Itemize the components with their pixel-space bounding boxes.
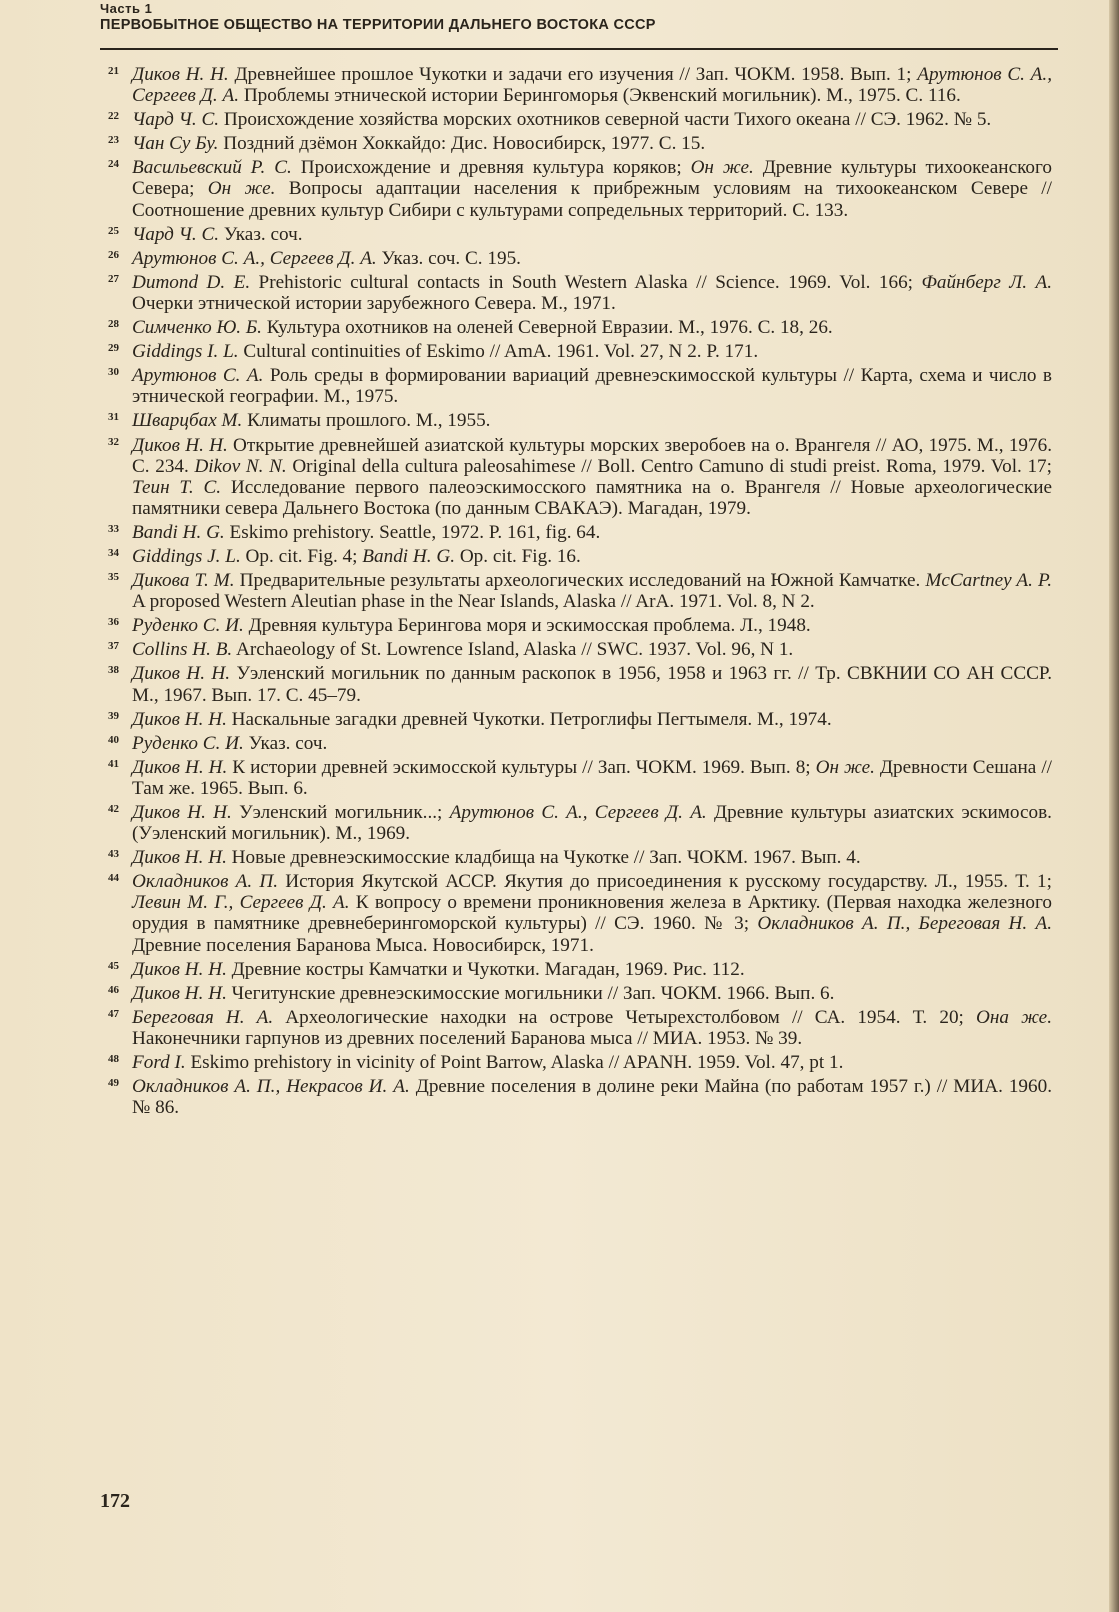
footnote-number: 34 xyxy=(108,546,119,559)
footnote-number: 35 xyxy=(108,571,119,584)
footnote-number: 40 xyxy=(108,733,119,746)
header-rule xyxy=(100,48,1058,50)
footnote-text: Древние поселения в долине реки Майна (по работам 1957 г.) // МИА. 1960. № 86. xyxy=(132,1076,1052,1119)
footnote-number: 43 xyxy=(108,848,119,861)
footnote-26 xyxy=(100,248,1052,269)
footnote-text: Op. cit. Fig. 16. xyxy=(455,545,581,567)
footnote-34 xyxy=(100,546,1052,567)
footnote-text: Древнейшее прошлое Чукотки и задачи его изучения // Зап. ЧОКМ. 1958. Вып. 1; xyxy=(228,64,918,85)
footnote-text: Вопросы адаптации населения к прибрежным условиям на тихоокеанском Севере // Соотношение древних культур Сибири с культурами сопредельных территорий. С. 133. xyxy=(132,178,1052,221)
footnote-text: К вопросу о времени проникновения железа в Арктику. (Первая находка железного орудия в памятнике древнеберингоморской культуры) // СЭ. 1960. № 3; xyxy=(132,892,1052,935)
footnote-27 xyxy=(100,272,1052,314)
footnotes-list xyxy=(100,64,1052,1121)
footnote-text: Древние костры Камчатки и Чукотки. Магадан, 1969. Рис. 112. xyxy=(226,958,745,980)
footnote-author: Шварцбах М. xyxy=(132,410,243,432)
footnote-text: Древние поселения Баранова Мыса. Новосибирск, 1971. xyxy=(132,934,594,956)
footnote-number: 23 xyxy=(108,134,119,147)
footnote-21 xyxy=(100,64,1052,106)
footnote-36 xyxy=(100,615,1052,636)
footnote-author: Дикова Т. М. xyxy=(132,570,235,592)
footnote-author: Диков Н. Н. xyxy=(132,982,227,1004)
footnote-author: Диков Н. Н. xyxy=(132,756,228,778)
footnote-author: Чард Ч. С. xyxy=(132,109,220,131)
footnote-41 xyxy=(100,757,1052,799)
footnote-46 xyxy=(100,983,1052,1004)
footnote-number: 31 xyxy=(108,411,119,424)
footnote-author: Диков Н. Н. xyxy=(132,64,229,85)
footnote-author: Bandi H. G. xyxy=(362,545,456,567)
footnote-text: Очерки этнической истории зарубежного Севера. М., 1971. xyxy=(132,292,616,314)
footnote-number: 27 xyxy=(108,272,119,285)
footnote-28 xyxy=(100,317,1052,338)
footnote-author: Диков Н. Н. xyxy=(132,802,232,823)
footnote-number: 21 xyxy=(108,65,119,77)
footnote-22 xyxy=(100,109,1052,130)
footnote-author: Симченко Ю. Б. xyxy=(132,317,262,339)
footnote-author: Арутюнов С. А., Сергеев Д. А. xyxy=(132,247,377,269)
footnote-text: Указ. соч. С. 195. xyxy=(376,247,521,269)
footnote-49 xyxy=(100,1076,1052,1118)
footnote-author: Диков Н. Н. xyxy=(132,708,227,730)
footnote-35 xyxy=(100,570,1052,612)
footnote-number: 30 xyxy=(108,366,119,379)
footnote-text: Новые древнеэскимосские кладбища на Чукотке // Зап. ЧОКМ. 1967. Вып. 4. xyxy=(226,847,861,869)
footnote-author: McCartney A. P. xyxy=(925,570,1052,592)
footnote-24 xyxy=(100,157,1052,220)
footnote-author: Васильевский Р. С. xyxy=(132,157,292,179)
footnote-author: Она же. xyxy=(976,1006,1052,1028)
footnote-author: Диков Н. Н. xyxy=(132,434,228,456)
footnote-author: Арутюнов С. А., Сергеев Д. А. xyxy=(449,802,707,823)
footnote-text: Проблемы этнической истории Берингоморья (Эквенский могильник). М., 1975. С. 116. xyxy=(239,85,961,107)
footnote-text: Original della cultura paleosahimese // Boll. Centro Camuno di studi preist. Roma, 1979. Vol. 17; xyxy=(286,455,1052,477)
footnote-45 xyxy=(100,959,1052,980)
footnote-text: Древние культуры тихоокеанского Севера; xyxy=(132,157,1053,200)
footnote-author: Окладников А. П. xyxy=(132,871,279,893)
footnote-25 xyxy=(100,224,1052,245)
footnote-text: Происхождение и древняя культура коряков; xyxy=(291,157,691,179)
footnote-author: Dumond D. E. xyxy=(132,271,251,293)
footnote-author: Левин М. Г., Сергеев Д. А. xyxy=(132,892,350,914)
footnote-author: Теин Т. С. xyxy=(132,476,222,498)
footnote-author: Giddings I. L. xyxy=(132,341,239,363)
running-title: ПЕРВОБЫТНОЕ ОБЩЕСТВО НА ТЕРРИТОРИИ ДАЛЬНЕГО ВОСТОКА СССР xyxy=(100,17,656,33)
footnote-text: Указ. соч. xyxy=(243,732,328,754)
footnote-number: 48 xyxy=(108,1053,119,1066)
footnote-text: Указ. соч. xyxy=(219,223,303,245)
footnote-author: Файнберг Л. А. xyxy=(921,271,1052,293)
footnote-number: 39 xyxy=(108,709,119,722)
footnote-author: Диков Н. Н. xyxy=(132,958,227,980)
footnote-number: 24 xyxy=(108,158,119,171)
footnote-23 xyxy=(100,133,1052,154)
footnote-text: Наконечники гарпунов из древних поселений Баранова мыса // МИА. 1953. № 39. xyxy=(132,1027,803,1049)
footnote-number: 47 xyxy=(108,1007,119,1020)
footnote-number: 22 xyxy=(108,110,119,123)
footnote-author: Окладников А. П., Некрасов И. А. xyxy=(132,1076,410,1098)
footnote-number: 41 xyxy=(108,757,119,770)
footnote-number: 49 xyxy=(108,1077,119,1090)
footnote-author: Collins H. B. xyxy=(132,639,233,661)
footnote-38 xyxy=(100,663,1052,705)
footnote-number: 46 xyxy=(108,983,119,996)
footnote-number: 36 xyxy=(108,616,119,629)
book-spine-shadow xyxy=(1109,0,1119,1612)
footnote-text: Предварительные результаты археологических исследований на Южной Камчатке. xyxy=(234,570,926,592)
footnote-text: A proposed Western Aleutian phase in the Near Islands, Alaska // ArA. 1971. Vol. 8, N 2. xyxy=(132,591,815,613)
footnote-number: 37 xyxy=(108,640,119,653)
footnote-text: Наскальные загадки древней Чукотки. Петроглифы Пегтымеля. М., 1974. xyxy=(226,708,832,730)
footnote-text: К истории древней эскимосской культуры // Зап. ЧОКМ. 1969. Вып. 8; xyxy=(227,756,816,778)
footnote-text: Cultural continuities of Eskimo // AmA. 1961. Vol. 27, N 2. P. 171. xyxy=(238,341,759,363)
footnote-text: Древности Сешана // Там же. 1965. Вып. 6. xyxy=(132,756,1052,799)
footnote-text: Op. cit. Fig. 4; xyxy=(240,545,363,567)
footnote-47 xyxy=(100,1007,1052,1049)
footnote-author: Окладников А. П., Береговая Н. А. xyxy=(757,913,1052,935)
footnote-43 xyxy=(100,847,1052,868)
footnote-author: Береговая Н. А. xyxy=(132,1006,274,1028)
footnote-author: Диков Н. Н. xyxy=(132,847,227,869)
footnote-author: Bandi H. G. xyxy=(132,521,225,543)
footnote-text: Чегитунские древнеэскимосские могильники // Зап. ЧОКМ. 1966. Вып. 6. xyxy=(226,982,835,1004)
footnote-author: Руденко С. И. xyxy=(132,615,244,637)
part-label: Часть 1 xyxy=(100,1,153,16)
footnote-author: Чард Ч. С. xyxy=(132,223,220,245)
footnote-text: Древние культуры азиатских эскимосов. (Уэленский могильник). М., 1969. xyxy=(132,802,1052,845)
footnote-number: 44 xyxy=(108,872,119,885)
footnote-author: Dikov N. N. xyxy=(194,455,287,477)
footnote-text: Древняя культура Берингова моря и эскимосская проблема. Л., 1948. xyxy=(243,615,811,637)
footnote-text: Уэленский могильник по данным раскопок в 1956, 1958 и 1963 гг. // Тр. СВКНИИ СО АН СССР. М., 1967. Вып. 17. С. 45–79. xyxy=(132,663,1053,706)
footnote-author: Руденко С. И. xyxy=(132,732,244,754)
footnote-text: Археологические находки на острове Четырехстолбовом // СА. 1954. Т. 20; xyxy=(273,1006,976,1028)
footnote-text: Открытие древнейшей азиатской культуры морских зверобоев на о. Врангеля // АО, 1975. М., 1976. С. 234. xyxy=(132,434,1053,477)
footnote-author: Чан Су Бу. xyxy=(132,133,219,155)
footnote-37 xyxy=(100,639,1052,660)
footnote-author: Диков Н. Н. xyxy=(132,663,231,685)
running-header xyxy=(100,2,1058,34)
footnote-text: Archaeology of St. Lowrence Island, Alaska // SWC. 1937. Vol. 96, N 1. xyxy=(232,639,794,661)
footnote-number: 26 xyxy=(108,248,119,261)
footnote-text: Prehistoric cultural contacts in South Western Alaska // Science. 1969. Vol. 166; xyxy=(250,271,922,293)
footnote-number: 28 xyxy=(108,318,119,331)
footnote-number: 32 xyxy=(108,435,119,448)
footnote-text: Климаты прошлого. М., 1955. xyxy=(242,410,491,432)
page-number: 172 xyxy=(100,1490,130,1512)
footnote-48 xyxy=(100,1052,1052,1073)
footnote-29 xyxy=(100,341,1052,362)
footnote-text: Культура охотников на оленей Северной Евразии. М., 1976. С. 18, 26. xyxy=(261,317,833,339)
footnote-author: Giddings J. L. xyxy=(132,545,241,567)
footnote-40 xyxy=(100,733,1052,754)
footnote-text: Уэленский могильник...; xyxy=(231,802,450,823)
footnote-33 xyxy=(100,522,1052,543)
footnote-text: История Якутской АССР. Якутия до присоединения к русскому государству. Л., 1955. Т. 1; xyxy=(278,871,1052,893)
footnote-number: 42 xyxy=(108,803,119,815)
footnote-42 xyxy=(100,802,1052,844)
footnote-text: Роль среды в формировании вариаций древнеэскимосской культуры // Карта, схема и число в этнической географии. М., 1975. xyxy=(132,365,1052,408)
footnote-author: Ford I. xyxy=(132,1052,186,1074)
footnote-44 xyxy=(100,871,1052,955)
footnote-text: Eskimo prehistory in vicinity of Point Barrow, Alaska // APANH. 1959. Vol. 47, pt 1. xyxy=(185,1052,844,1074)
footnote-39 xyxy=(100,709,1052,730)
footnote-text: Поздний дзёмон Хоккайдо: Дис. Новосибирск, 1977. С. 15. xyxy=(218,133,706,155)
footnote-31 xyxy=(100,410,1052,431)
footnote-number: 45 xyxy=(108,959,119,972)
footnote-author: Он же. xyxy=(815,756,875,778)
footnote-30 xyxy=(100,365,1052,407)
footnote-text: Исследование первого палеоэскимосского памятника на о. Врангеля // Новые археологические памятники севера Дальнего Востока (по данным СВАКАЭ). Магадан, 1979. xyxy=(132,476,1053,519)
footnote-author: Арутюнов С. А., Сергеев Д. А. xyxy=(132,64,1052,107)
footnote-author: Арутюнов С. А. xyxy=(132,365,264,387)
footnote-32 xyxy=(100,435,1052,519)
footnote-number: 25 xyxy=(108,224,119,237)
footnote-number: 33 xyxy=(108,522,119,535)
footnote-number: 29 xyxy=(108,342,119,355)
footnote-text: Eskimo prehistory. Seattle, 1972. P. 161, fig. 64. xyxy=(224,521,601,543)
footnote-text: Происхождение хозяйства морских охотников северной части Тихого океана // СЭ. 1962. № 5. xyxy=(219,109,992,131)
footnote-number: 38 xyxy=(108,664,119,677)
footnote-author: Он же. xyxy=(207,178,276,200)
footnote-author: Он же. xyxy=(690,157,754,179)
